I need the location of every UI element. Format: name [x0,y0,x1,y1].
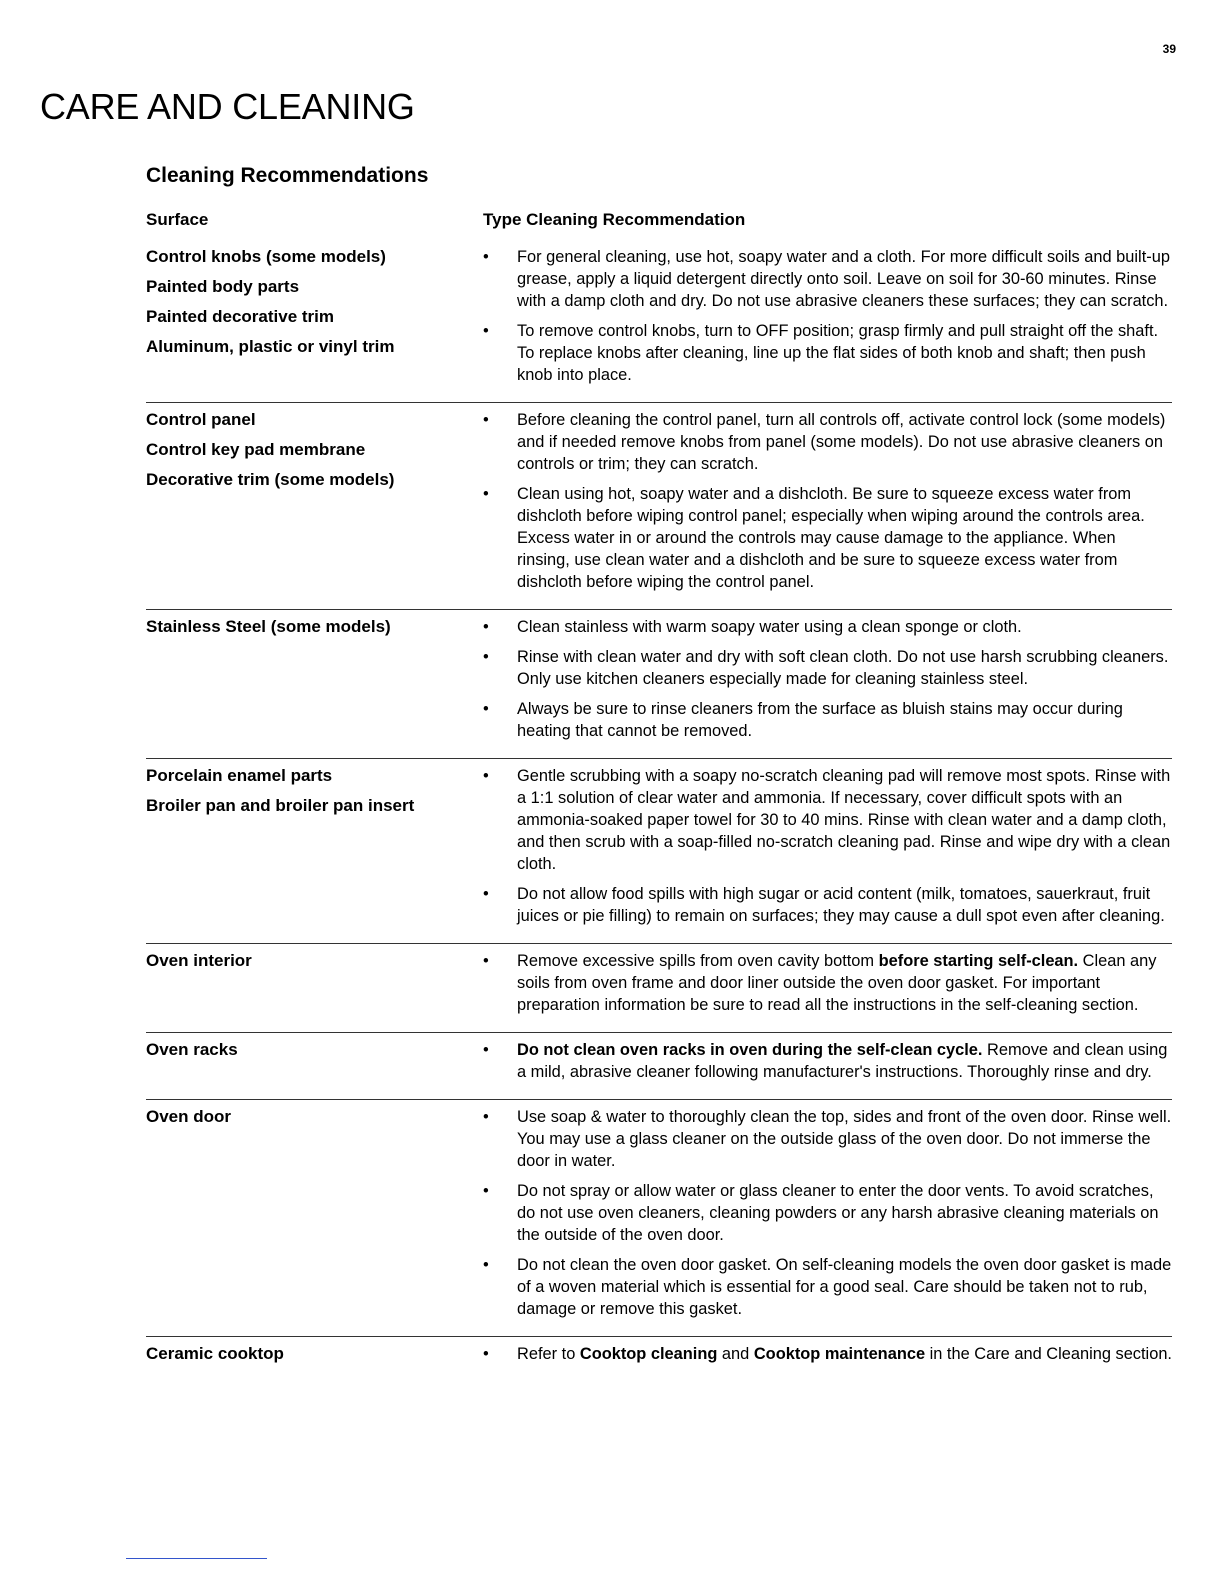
table-row [146,943,1172,1032]
table-row [146,609,1172,758]
recommendation-item [483,1343,1172,1365]
recommendation-item [483,1254,1172,1320]
surface-name: Broiler pan and broiler pan insert [146,796,415,815]
bullet-icon: • [483,700,489,718]
surface-name: Decorative trim (some models) [146,470,395,489]
surface-column-header: Surface [146,210,209,229]
recommendation-text: Remove and clean using a mild, abrasive cleaner following manufacturer's instructions. Thoroughly rinse and dry. [517,1041,1168,1081]
surface-name: Painted body parts [146,277,300,296]
surface-list [146,1033,483,1091]
recommendation-list [483,1033,1172,1091]
surface-name: Oven interior [146,951,252,970]
recommendation-item [483,616,1172,638]
recommendation-list [483,1337,1172,1373]
recommendation-text: Before cleaning the control panel, turn all controls off, activate control lock (some models) and if needed remove knobs from panel (some models). Do not use abrasive cleaners on controls or trim; they can scratch. [517,411,1166,473]
table-row [146,1032,1172,1099]
recommendation-item [483,1180,1172,1246]
recommendation-list [483,759,1172,935]
recommendation-text: Do not spray or allow water or glass cleaner to enter the door vents. To avoid scratches, do not use oven cleaners, cleaning powders or any harsh abrasive cleaning materials on the outside of the oven door. [517,1182,1159,1244]
bullet-icon: • [483,1041,489,1059]
recommendation-text: Always be sure to rinse cleaners from the surface as bluish stains may occur during heating that cannot be removed. [517,700,1123,740]
surface-name: Control panel [146,410,256,429]
bullet-icon: • [483,767,489,785]
recommendation-text: Do not clean the oven door gasket. On self-cleaning models the oven door gasket is made of a woven material which is essential for a good seal. Care should be taken not to rub, damage or remove this gasket. [517,1256,1172,1318]
recommendation-emphasis: Cooktop maintenance [753,1345,926,1363]
recommendation-text: Rinse with clean water and dry with soft clean cloth. Do not use harsh scrubbing cleaners. Only use kitchen cleaners especially made for cleaning stainless steel. [517,648,1169,688]
recommendation-item [483,883,1172,927]
recommendation-text: Refer to [517,1345,580,1363]
section-title: Cleaning Recommendations [146,164,429,187]
bullet-icon: • [483,885,489,903]
recommendation-text: Use soap & water to thoroughly clean the top, sides and front of the oven door. Rinse well. You may use a glass cleaner on the outside glass of the oven door. Do not immerse the door in water. [517,1108,1172,1170]
bullet-icon: • [483,618,489,636]
surface-list [146,944,483,1024]
recommendation-list [483,944,1172,1024]
bullet-icon: • [483,322,489,340]
recommendation-text: For general cleaning, use hot, soapy water and a cloth. For more difficult soils and built-up grease, apply a liquid detergent directly onto soil. Leave on soil for 30-60 minutes. Rinse with a damp cloth and dry. Do not use abrasive cleaners these surfaces; they can scratch. [517,248,1170,310]
surface-list [146,240,483,394]
recommendation-item [483,1039,1172,1083]
surface-name: Ceramic cooktop [146,1344,284,1363]
bullet-icon: • [483,1182,489,1200]
recommendation-item [483,698,1172,742]
bullet-icon: • [483,952,489,970]
recommendation-text: and [717,1345,754,1363]
recommendation-item [483,409,1172,475]
recommendation-emphasis: Do not clean oven racks in oven during the self-clean cycle. [517,1041,983,1059]
table-row [146,1099,1172,1336]
surface-list [146,1337,483,1373]
bullet-icon: • [483,411,489,429]
recommendation-item [483,483,1172,593]
page-number: 39 [1162,42,1176,56]
surface-name: Oven door [146,1107,232,1126]
table-row [146,1336,1172,1381]
recommendation-item [483,950,1172,1016]
recommendation-text: Clean stainless with warm soapy water using a clean sponge or cloth. [517,618,1022,636]
surface-name: Control knobs (some models) [146,247,386,266]
recommendation-list [483,1100,1172,1328]
table-header [146,210,1172,240]
bullet-icon: • [483,648,489,666]
recommendation-emphasis: before starting self-clean. [878,952,1079,970]
footer-link-line [126,1558,267,1559]
surface-name: Porcelain enamel parts [146,766,333,785]
recommendation-item [483,246,1172,312]
recommendation-list [483,403,1172,601]
cleaning-recommendations-table [146,210,1172,1381]
recommendation-text: Clean using hot, soapy water and a dishcloth. Be sure to squeeze excess water from dishcloth before wiping control panel; especially when wiping around the controls area. Excess water in or around the controls may cause damage to the appliance. When rinsing, use clean water and a dishcloth and be sure to squeeze excess water from dishcloth before wiping the control panel. [517,485,1145,591]
recommendation-item [483,765,1172,875]
bullet-icon: • [483,1256,489,1274]
recommendation-emphasis: Cooktop cleaning [579,1345,718,1363]
recommendation-column-header: Type Cleaning Recommendation [483,210,746,229]
surface-list [146,610,483,750]
recommendation-text: Clean any soils from oven frame and door liner outside the oven door gasket. For important preparation information be sure to read all the instructions in the self-cleaning section. [517,952,1157,1014]
table-row [146,240,1172,402]
table-row [146,758,1172,943]
recommendation-list [483,610,1172,750]
recommendation-text: Gentle scrubbing with a soapy no-scratch cleaning pad will remove most spots. Rinse with a 1:1 solution of clear water and ammonia. If necessary, cover difficult spots with an ammonia-soaked paper towel for 30 to 40 mins. Rinse with clean water and a damp cloth, and then scrub with a soap-filled no-scratch cleaning pad. Rinse and wipe dry with a clean cloth. [517,767,1171,873]
bullet-icon: • [483,485,489,503]
recommendation-text: Remove excessive spills from oven cavity bottom [517,952,879,970]
recommendation-text: To remove control knobs, turn to OFF position; grasp firmly and pull straight off the shaft. To replace knobs after cleaning, line up the flat sides of both knob and shaft; then push knob into place. [517,322,1159,384]
surface-list [146,1100,483,1328]
surface-name: Painted decorative trim [146,307,335,326]
table-body [146,240,1172,1381]
recommendation-item [483,1106,1172,1172]
recommendation-item [483,320,1172,386]
bullet-icon: • [483,1345,489,1363]
table-row [146,402,1172,609]
recommendation-item [483,646,1172,690]
surface-name: Aluminum, plastic or vinyl trim [146,337,395,356]
surface-name: Oven racks [146,1040,238,1059]
bullet-icon: • [483,248,489,266]
page-title: CARE AND CLEANING [40,86,415,127]
surface-name: Control key pad membrane [146,440,366,459]
bullet-icon: • [483,1108,489,1126]
surface-list [146,403,483,601]
surface-list [146,759,483,935]
recommendation-text: in the Care and Cleaning section. [925,1345,1172,1363]
surface-name: Stainless Steel (some models) [146,617,391,636]
recommendation-list [483,240,1172,394]
recommendation-text: Do not allow food spills with high sugar or acid content (milk, tomatoes, sauerkraut, fruit juices or pie filling) to remain on surfaces; they may cause a dull spot even after cleaning. [517,885,1165,925]
